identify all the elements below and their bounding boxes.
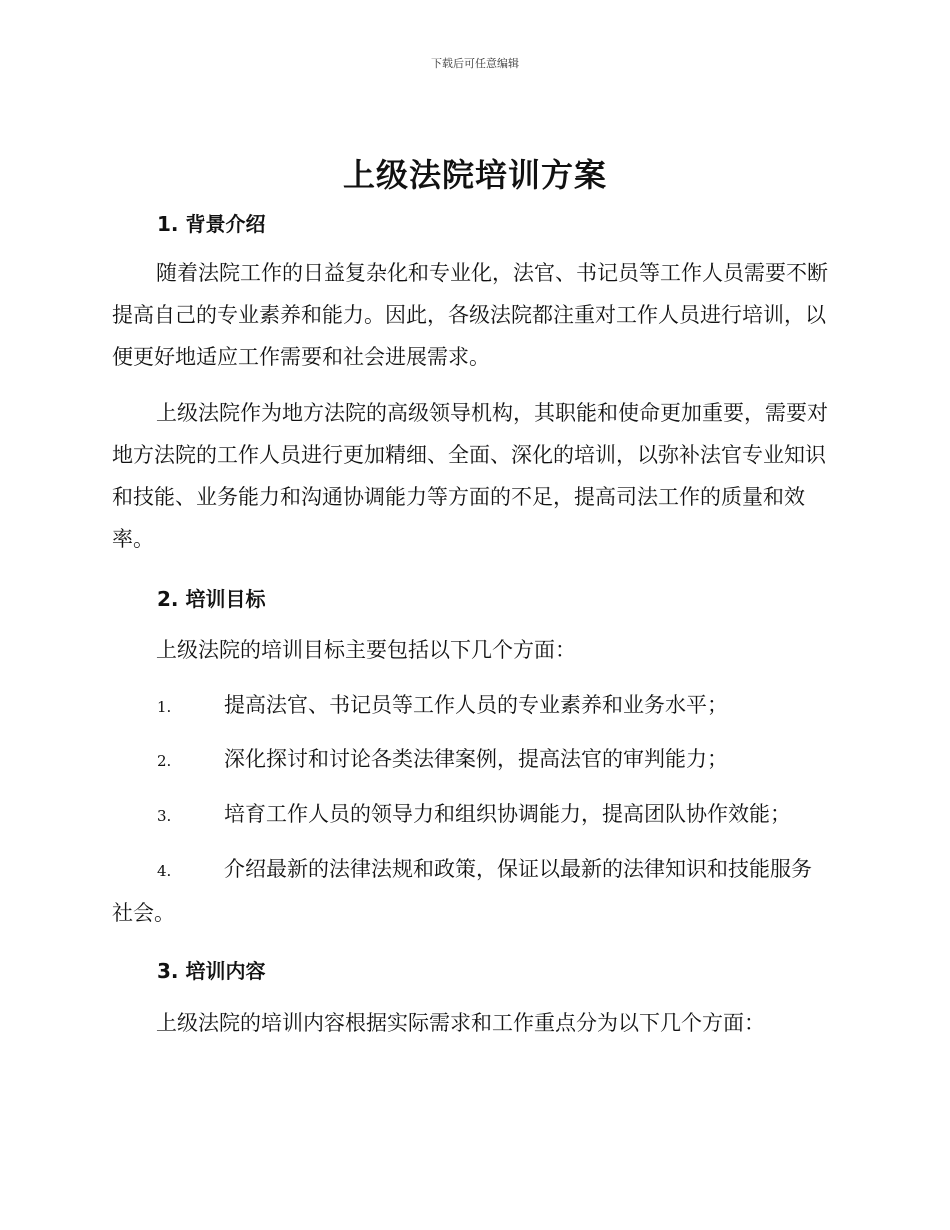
background-paragraph-1: 随着法院工作的日益复杂化和专业化，法官、书记员等工作人员需要不断提高自己的专业素养和能力。因此，各级法院都注重对工作人员进行培训，以便更好地适应工作需要和社会进展需求。 xyxy=(112,261,828,369)
goal-item xyxy=(112,684,832,728)
goal-item-text: 培育工作人员的领导力和组织协调能力，提高团队协作效能； xyxy=(224,802,791,826)
goal-item-number: 1. xyxy=(157,698,172,716)
goal-item-text: 介绍最新的法律法规和政策，保证以最新的法律知识和技能服务社会。 xyxy=(112,857,812,925)
section-heading-goals: 2. 培训目标 xyxy=(157,587,266,611)
section-heading-content: 3. 培训内容 xyxy=(157,959,266,983)
goal-item xyxy=(112,848,832,934)
section-heading-background: 1. 背景介绍 xyxy=(157,212,266,236)
goal-item-text: 提高法官、书记员等工作人员的专业素养和业务水平； xyxy=(224,693,728,717)
content-intro: 上级法院的培训内容根据实际需求和工作重点分为以下几个方面： xyxy=(156,1011,765,1035)
background-paragraph-2: 上级法院作为地方法院的高级领导机构，其职能和使命更加重要，需要对地方法院的工作人员进行更加精细、全面、深化的培训，以弥补法官专业知识和技能、业务能力和沟通协调能力等方面的不足，提高司法工作的质量和效率。 xyxy=(112,401,828,551)
goal-item-number: 3. xyxy=(157,807,172,825)
goal-item-number: 4. xyxy=(157,862,172,880)
goals-intro: 上级法院的培训目标主要包括以下几个方面： xyxy=(156,638,576,662)
header-note: 下载后可任意编辑 xyxy=(431,57,519,70)
goal-item-text: 深化探讨和讨论各类法律案例，提高法官的审判能力； xyxy=(224,747,728,771)
goal-item xyxy=(112,738,832,782)
goal-item-number: 2. xyxy=(157,752,172,770)
goal-item xyxy=(112,793,832,837)
document-title: 上级法院培训方案 xyxy=(342,156,607,194)
